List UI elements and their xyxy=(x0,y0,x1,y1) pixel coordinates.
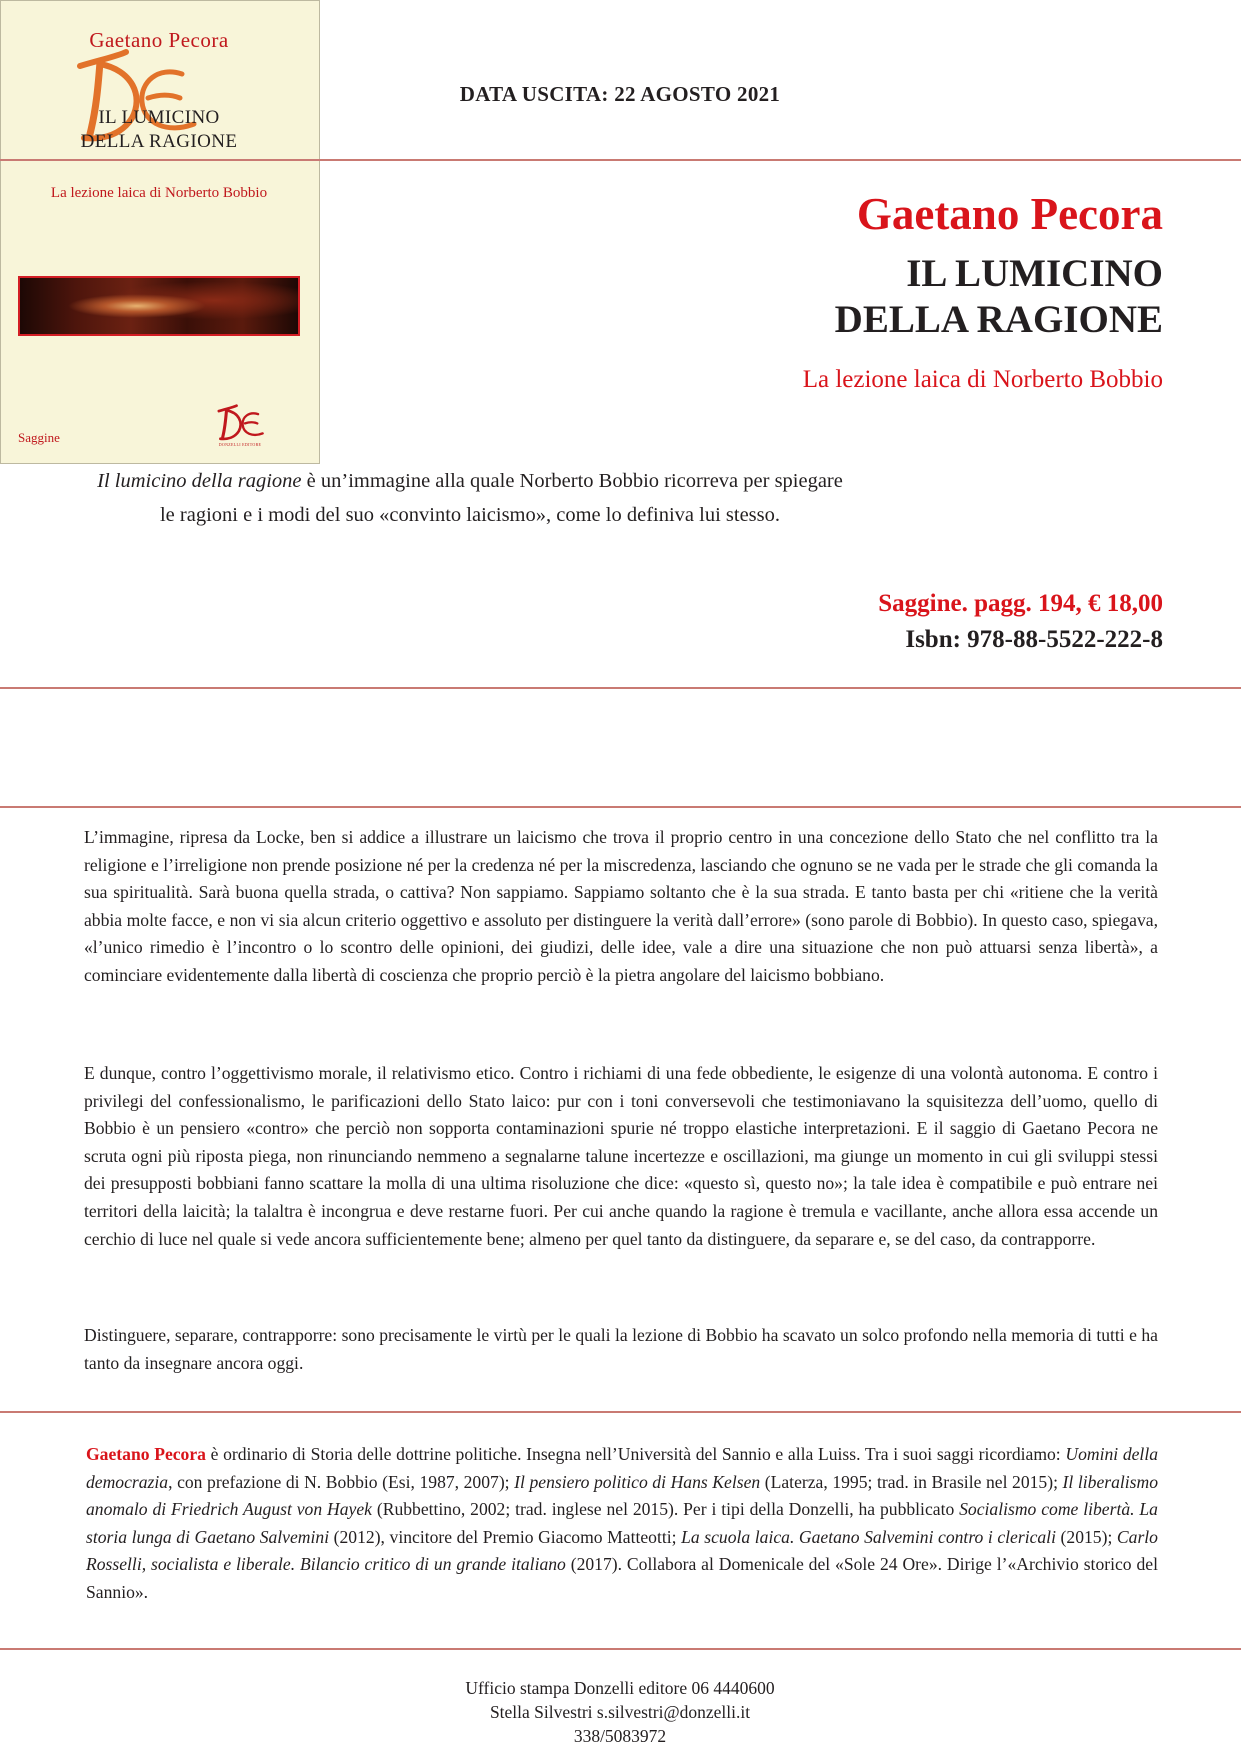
press-office: Ufficio stampa Donzelli editore 06 4440600 xyxy=(465,1678,775,1698)
divider xyxy=(0,687,1241,689)
divider xyxy=(0,806,1241,808)
body-paragraph: L’immagine, ripresa da Locke, ben si addice a illustrare un laicismo che trova il proprio centro in una concezione dello Stato che nel conflitto tra la religione e l’irreligione non prende posizione né per la credenza né per la miscredenza, lasciando che ognuno se ne vada per le strade che gli comanda la sua spiritualità. Sarà buona quella strada, o cattiva? Non sappiamo. Sappiamo soltanto che è la sua strada. E tanto basta per chi «ritiene che la verità abbia molte facce, e non vi sia alcun criterio oggettivo e assoluto per distinguere la verità dall’errore» (sono parole di Bobbio). In questo caso, spiegava, «l’unico rimedio è l’incontro o lo scontro delle opinioni, dei giudizi, delle idee, vale a dire una situazione che non può attuarsi senza libertà», a cominciare evidentemente dalla libertà di coscienza che proprio perciò è la pietra angolare del laicismo bobbiano. xyxy=(84,827,1158,985)
cover-title-line1: IL LUMICINO xyxy=(98,107,220,128)
cover-imprint: DONZELLI EDITORE xyxy=(218,442,262,447)
body-paragraph: Distinguere, separare, contrapporre: sono precisamente le virtù per le quali la lezione di Bobbio ha scavato un solco profondo nella memoria di tutti e ha tanto da insegnare ancora oggi. xyxy=(84,1325,1158,1373)
bio-text: (Rubbettino, 2002; trad. inglese nel 2015). Per i tipi della Donzelli, ha pubblicato xyxy=(371,1499,960,1520)
price-line: Saggine. pagg. 194, € 18,00 xyxy=(878,590,1163,617)
book-title-line2: DELLA RAGIONE xyxy=(834,298,1163,341)
bio-text: , con prefazione di N. Bobbio (Esi, 1987, 2007); xyxy=(168,1471,515,1492)
cover-logo-icon xyxy=(215,404,265,442)
bio-text: (2015); xyxy=(1055,1526,1117,1547)
lead-line1-text: è un’immagine alla quale Norberto Bobbio ricorreva per spiegare xyxy=(301,470,843,492)
book-subtitle: La lezione laica di Norberto Bobbio xyxy=(802,366,1163,393)
divider xyxy=(0,1648,1241,1650)
cover-painting xyxy=(18,276,300,336)
bio-text: (2017). Collabora al Domenicale del «Sole 24 Ore». Dirige l’«Archivio storico del Sannio». xyxy=(86,1554,1158,1602)
lead-line1 xyxy=(0,464,940,498)
cover-title xyxy=(0,106,318,154)
divider xyxy=(0,1411,1241,1413)
bio-book-title: Uomini della democrazia xyxy=(86,1444,1158,1492)
bio-book-title: Il liberalismo anomalo di Friedrich August von Hayek xyxy=(86,1471,1159,1520)
cover-title-line2: DELLA RAGIONE xyxy=(80,131,238,152)
press-contact: Stella Silvestri s.silvestri@donzelli.it xyxy=(489,1702,751,1722)
author-bio xyxy=(86,1441,1158,1607)
bio-book-title: La scuola laica. Gaetano Salvemini contro i clericali xyxy=(681,1526,1056,1547)
press-phone: 338/5083972 xyxy=(573,1726,667,1746)
cover-author: Gaetano Pecora xyxy=(89,28,229,52)
cover-series: Saggine xyxy=(18,430,60,445)
book-title-line1: IL LUMICINO xyxy=(906,252,1163,295)
divider xyxy=(0,159,1241,161)
bio-text: (Laterza, 1995; trad. in Brasile nel 2015); xyxy=(760,1471,1063,1492)
release-date: DATA USCITA: 22 AGOSTO 2021 xyxy=(459,82,781,106)
bio-book-title: Il pensiero politico di Hans Kelsen xyxy=(514,1471,761,1492)
bio-author-name: Gaetano Pecora xyxy=(86,1444,206,1464)
bio-text: (2012), vincitore del Premio Giacomo Matteotti; xyxy=(329,1526,682,1547)
lead-paragraph xyxy=(0,464,940,532)
isbn-line: Isbn: 978-88-5522-222-8 xyxy=(905,626,1163,653)
body-paragraph: E dunque, contro l’oggettivismo morale, il relativismo etico. Contro i richiami di una fede obbediente, le esigenze di una volontà autonoma. E contro i privilegi del confessionalismo, le parificazioni dello Stato laico: pur con i toni conversevoli che testimoniavano la squisitezza dell’uomo, quello di Bobbio è un pensiero «contro» che perciò non sopporta contaminazioni spurie né troppo elastiche interpretazioni. E il saggio di Gaetano Pecora ne scruta ogni più riposta piega, non rinunciando nemmeno a segnalarne talune incertezze e oscillazioni, ma giunge un momento in cui gli sviluppi stessi dei presupposti bobbiani fanno scattare la molla di una ultima risoluzione che dice: «questo sì, questo no»; la tale idea è compatibile e può entrare nei territori della laicità; la talaltra è incongrua e deve restarne fuori. Per cui anche quando la ragione è tremula e vacillante, anche allora essa accende un cerchio di luce nel quale si vede ancora sufficientemente bene; almeno per quel tanto da distinguere, da separare e, se del caso, da contrapporre. xyxy=(84,1063,1158,1249)
lead-line2: le ragioni e i modi del suo «convinto laicismo», come lo definiva lui stesso. xyxy=(159,504,780,526)
cover-subtitle: La lezione laica di Norberto Bobbio xyxy=(50,185,268,201)
bio-text: è ordinario di Storia delle dottrine politiche. Insegna nell’Università del Sannio e alla Luiss. Tra i suoi saggi ricordiamo: xyxy=(205,1444,1066,1464)
bio-book-title: Carlo Rosselli, socialista e liberale. Bilancio critico di un grande italiano xyxy=(86,1526,1158,1575)
lead-title: Il lumicino della ragione xyxy=(97,470,302,492)
bio-book-title: Socialismo come libertà. La storia lunga di Gaetano Salvemini xyxy=(86,1499,1158,1547)
book-author: Gaetano Pecora xyxy=(856,189,1163,239)
